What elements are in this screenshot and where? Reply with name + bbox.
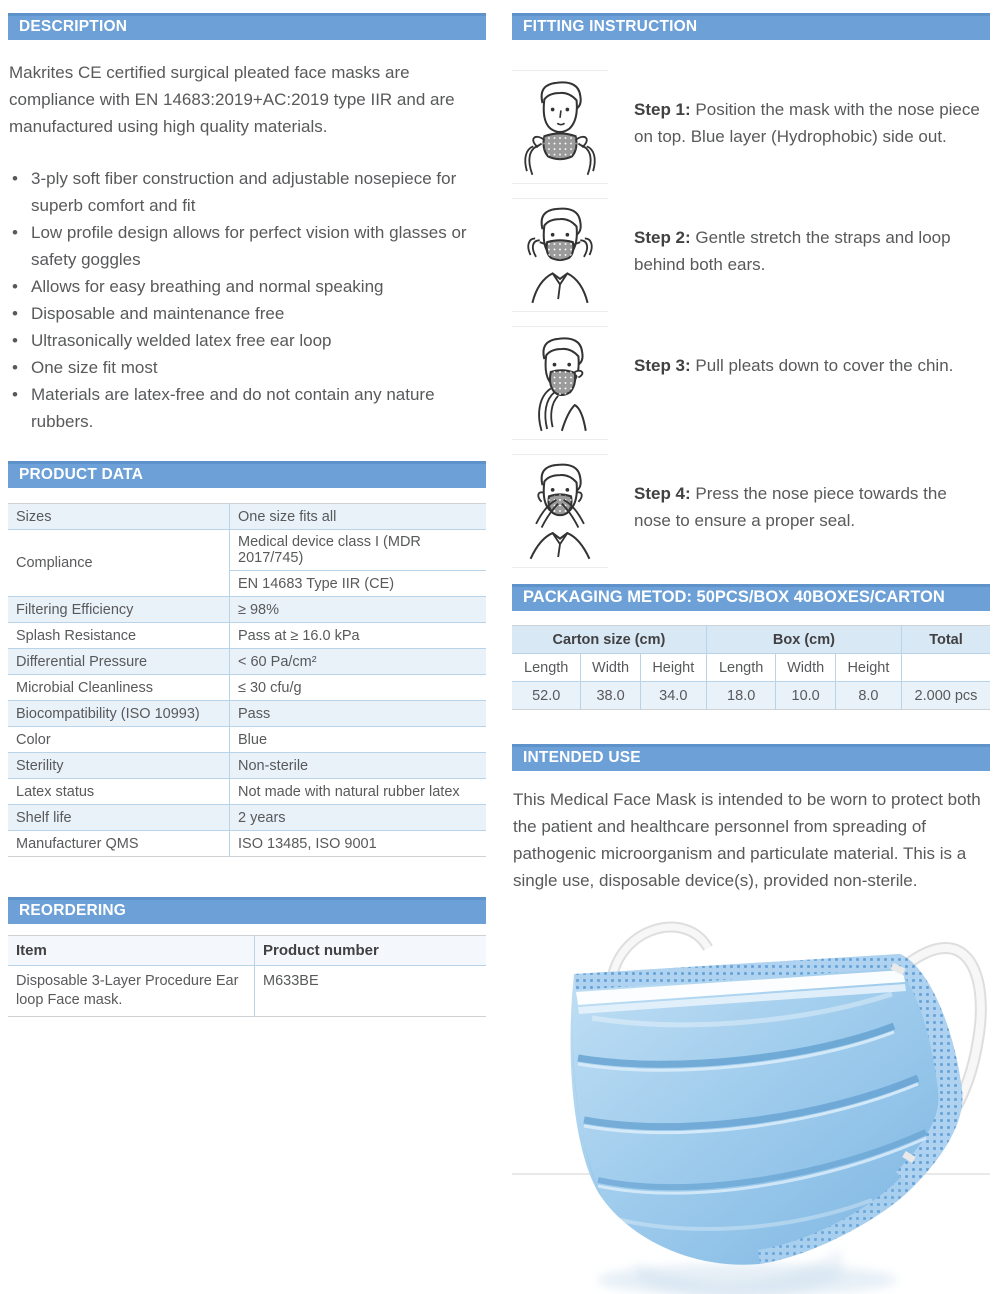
intended-use-title: INTENDED USE — [523, 748, 641, 766]
table-header-row — [8, 936, 486, 966]
spec-label: Filtering Efficiency — [8, 597, 230, 623]
table-row — [8, 649, 486, 675]
table-row — [8, 530, 486, 571]
table-row — [8, 623, 486, 649]
packaging-header — [512, 584, 990, 611]
table-row — [8, 831, 486, 857]
box-width-header: Width — [776, 654, 835, 682]
table-row — [8, 597, 486, 623]
step-4-icon — [512, 454, 608, 568]
left-column — [8, 13, 486, 1017]
step-1-icon — [512, 70, 608, 184]
table-row — [8, 779, 486, 805]
reordering-table — [8, 935, 486, 1017]
spec-label: Biocompatibility (ISO 10993) — [8, 701, 230, 727]
step-3-text: Step 3: Pull pleats down to cover the chin. — [634, 356, 954, 375]
total-header: Total — [902, 626, 991, 654]
spec-value: < 60 Pa/cm² — [230, 649, 487, 675]
product-data-title: PRODUCT DATA — [19, 465, 144, 483]
spec-value: Pass — [230, 701, 487, 727]
fitting-instruction-header — [512, 13, 990, 40]
step-2-text: Step 2: Gentle stretch the straps and loop behind both ears. — [634, 228, 951, 274]
spec-value: ≤ 30 cfu/g — [230, 675, 487, 701]
intended-use-header — [512, 744, 990, 771]
packaging-values-row — [512, 682, 990, 710]
spec-label: Sizes — [8, 504, 230, 530]
spec-value: Pass at ≥ 16.0 kPa — [230, 623, 487, 649]
spec-value: Medical device class I (MDR 2017/745) — [230, 530, 487, 571]
reorder-item: Disposable 3-Layer Procedure Ear loop Face mask. — [8, 966, 255, 1017]
list-item: • Low profile design allows for perfect vision with glasses or safety goggles — [9, 219, 486, 273]
spec-value: Blue — [230, 727, 487, 753]
spec-value: 2 years — [230, 805, 487, 831]
carton-length-value: 52.0 — [512, 682, 581, 710]
spec-value: ≥ 98% — [230, 597, 487, 623]
packaging-sub-header-row — [512, 654, 990, 682]
list-item: • Disposable and maintenance free — [9, 300, 486, 327]
reordering-title: REORDERING — [19, 901, 127, 919]
box-height-value: 8.0 — [835, 682, 901, 710]
column-header-product-number: Product number — [255, 936, 487, 966]
carton-size-header: Carton size (cm) — [512, 626, 706, 654]
spec-label: Color — [8, 727, 230, 753]
fitting-step-1 — [512, 70, 990, 184]
box-width-value: 10.0 — [776, 682, 835, 710]
reorder-product-number: M633BE — [263, 973, 319, 989]
step-2-icon — [512, 198, 608, 312]
list-item: • 3-ply soft fiber construction and adjustable nosepiece for superb comfort and fit — [9, 165, 486, 219]
fitting-step-2 — [512, 198, 990, 312]
list-item: • One size fit most — [9, 354, 486, 381]
spec-value: Not made with natural rubber latex — [230, 779, 487, 805]
table-row — [8, 753, 486, 779]
table-row — [8, 675, 486, 701]
fitting-step-3 — [512, 326, 990, 440]
spec-value: EN 14683 Type IIR (CE) — [230, 571, 487, 597]
table-row — [8, 504, 486, 530]
spec-label: Microbial Cleanliness — [8, 675, 230, 701]
list-item: • Materials are latex-free and do not contain any nature rubbers. — [9, 381, 486, 435]
step-3-icon — [512, 326, 608, 440]
step-4-label: Step 4: — [634, 484, 691, 503]
product-data-header — [8, 461, 486, 488]
column-header-item: Item — [8, 936, 255, 966]
packaging-table — [512, 625, 990, 710]
spec-value: Non-sterile — [230, 753, 487, 779]
box-header: Box (cm) — [706, 626, 901, 654]
carton-height-header: Height — [640, 654, 706, 682]
list-item: • Ultrasonically welded latex free ear loop — [9, 327, 486, 354]
spec-label: Differential Pressure — [8, 649, 230, 675]
box-height-header: Height — [835, 654, 901, 682]
spec-value: ISO 13485, ISO 9001 — [230, 831, 487, 857]
step-2-label: Step 2: — [634, 228, 691, 247]
carton-width-value: 38.0 — [581, 682, 640, 710]
intended-use-text: This Medical Face Mask is intended to be worn to protect both the patient and healthcare personnel from spreading of pathogenic microorganism and particulate material. This is a single use, disposable device(s), provided non-sterile. — [513, 790, 981, 890]
spec-label: Splash Resistance — [8, 623, 230, 649]
table-row — [8, 727, 486, 753]
box-length-value: 18.0 — [706, 682, 776, 710]
right-column — [512, 13, 990, 1294]
fitting-step-4 — [512, 454, 990, 568]
description-intro: Makrites CE certified surgical pleated face masks are compliance with EN 14683:2019+AC:2019 type IIR and are manufactured using high quality materials. — [9, 63, 455, 136]
packaging-title: PACKAGING METOD: 50PCS/BOX 40BOXES/CARTON — [523, 588, 945, 606]
step-1-text: Step 1: Position the mask with the nose piece on top. Blue layer (Hydrophobic) side out. — [634, 100, 980, 146]
step-4-text: Step 4: Press the nose piece towards the nose to ensure a proper seal. — [634, 484, 947, 530]
box-length-header: Length — [706, 654, 776, 682]
spec-label: Latex status — [8, 779, 230, 805]
step-3-label: Step 3: — [634, 356, 691, 375]
description-header — [8, 13, 486, 40]
carton-height-value: 34.0 — [640, 682, 706, 710]
carton-length-header: Length — [512, 654, 581, 682]
description-title: DESCRIPTION — [19, 17, 128, 35]
spec-value: One size fits all — [238, 508, 337, 525]
feature-bullet-list — [9, 165, 486, 435]
table-row — [8, 805, 486, 831]
spec-label: Compliance — [8, 530, 230, 597]
product-data-table — [8, 503, 486, 857]
spec-label: Shelf life — [8, 805, 230, 831]
fitting-steps — [512, 70, 990, 568]
list-item: • Allows for easy breathing and normal speaking — [9, 273, 486, 300]
product-photo-mask — [512, 908, 990, 1294]
carton-width-header: Width — [581, 654, 640, 682]
table-row — [8, 701, 486, 727]
total-value: 2.000 pcs — [902, 682, 991, 710]
spec-label: Sterility — [8, 753, 230, 779]
table-row — [8, 966, 486, 1017]
packaging-group-header-row — [512, 626, 990, 654]
step-1-label: Step 1: — [634, 100, 691, 119]
fitting-instruction-title: FITTING INSTRUCTION — [523, 17, 698, 35]
spec-label: Manufacturer QMS — [8, 831, 230, 857]
total-sub-header-empty — [902, 654, 991, 682]
reordering-header — [8, 897, 486, 924]
